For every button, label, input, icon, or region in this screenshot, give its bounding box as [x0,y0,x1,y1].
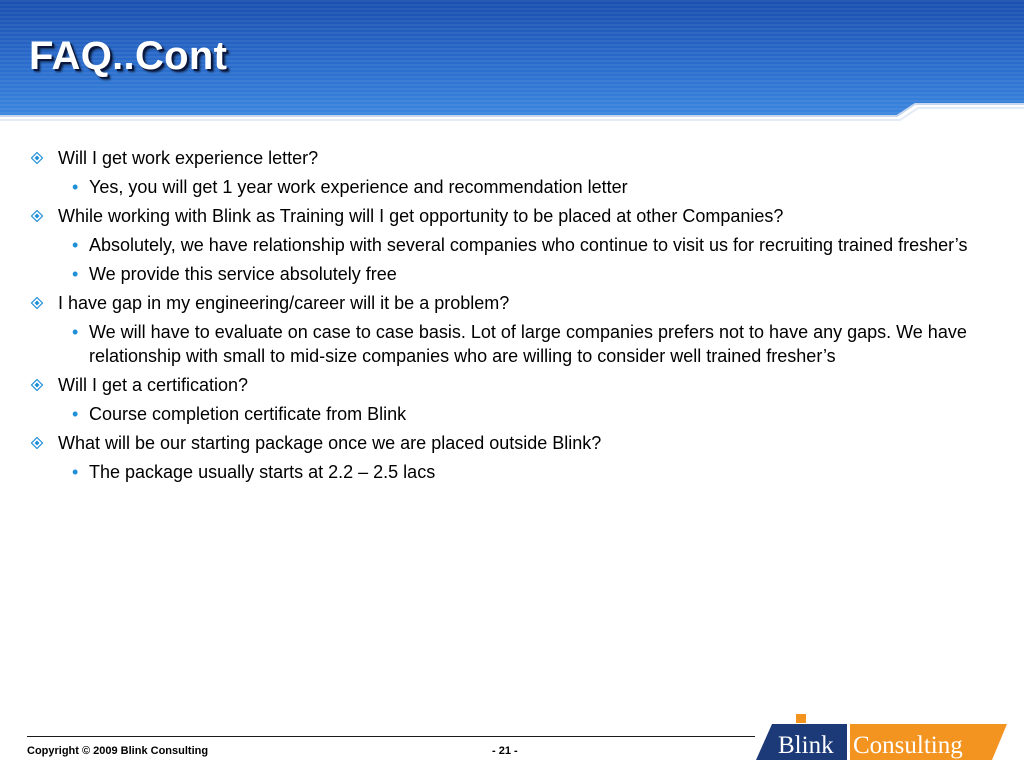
faq-question [0,204,1024,228]
faq-answer [0,262,1024,286]
diamond-bullet-icon [31,379,43,391]
faq-question-text: What will be our starting package once we are placed outside Blink? [58,433,602,453]
faq-question-text: I have gap in my engineering/career will it be a problem? [58,293,510,313]
dot-bullet-icon: • [72,177,79,197]
faq-question [0,431,1024,455]
footer-divider [27,736,755,737]
faq-answer [0,460,1024,484]
faq-list [0,146,1024,489]
logo-graphic [752,712,1014,764]
faq-answer-text: Absolutely, we have relationship with several companies who continue to visit us for recruiting trained fresher’s [89,235,968,255]
faq-answer-text: Yes, you will get 1 year work experience and recommendation letter [89,177,628,197]
faq-answer-text: We provide this service absolutely free [89,264,397,284]
faq-question [0,291,1024,315]
diamond-bullet-icon [31,210,43,222]
faq-answer-text: Course completion certificate from Blink [89,404,407,424]
diamond-bullet-icon [31,152,43,164]
dot-bullet-icon: • [72,462,79,482]
logo-word-blink: Blink [778,732,834,759]
logo-word-consulting: Consulting [853,732,963,759]
diamond-bullet-icon [31,437,43,449]
slide-title: FAQ..Cont [29,34,228,78]
dot-bullet-icon: • [72,235,79,255]
dot-bullet-icon: • [72,264,79,284]
page-number: - 21 - [492,745,518,757]
faq-question-text: Will I get a certification? [58,375,249,395]
faq-answer [0,320,1024,368]
blink-consulting-logo [752,712,1014,764]
faq-answer [0,175,1024,199]
faq-answer [0,233,1024,257]
faq-question [0,146,1024,170]
diamond-bullet-icon [31,297,43,309]
dot-bullet-icon: • [72,322,79,342]
faq-answer-text: We will have to evaluate on case to case basis. Lot of large companies prefers not to have any gaps. We have relationship with small to mid-size companies who are willing to consider well trained fresher’s [89,322,967,366]
faq-answer [0,402,1024,426]
faq-question-text: While working with Blink as Training will I get opportunity to be placed at other Companies? [58,206,784,226]
faq-question-text: Will I get work experience letter? [58,148,319,168]
faq-question [0,373,1024,397]
faq-answer-text: The package usually starts at 2.2 – 2.5 lacs [89,462,436,482]
dot-bullet-icon: • [72,404,79,424]
copyright-text: Copyright © 2009 Blink Consulting [27,745,209,757]
